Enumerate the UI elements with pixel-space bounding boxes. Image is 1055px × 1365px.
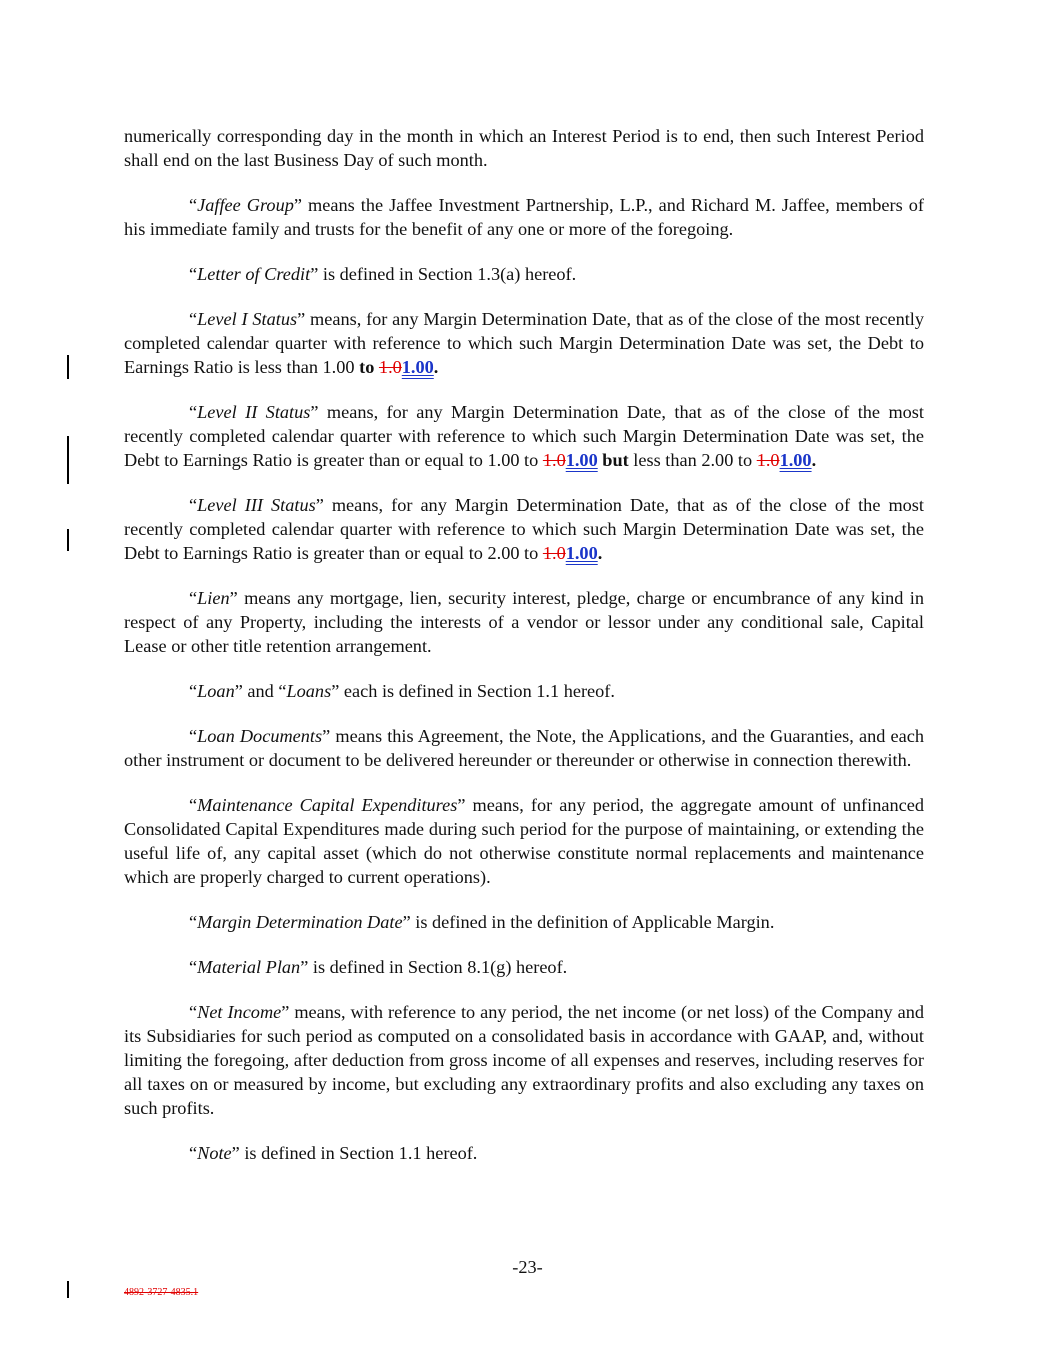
document-id: 4892-3727-4835.1 [124, 1287, 199, 1298]
defined-term: Net Income [197, 1002, 282, 1022]
definition-margin-determination-date: “Margin Determination Date” is defined in the definition of Applicable Margin. [189, 912, 775, 932]
definition-loan-documents: “Loan Documents” means this Agreement, the Note, the Applications, and the Guaranties, and each other instrument or document to be delivered hereunder or thereunder or otherwise in connection therewith. [124, 726, 924, 770]
definition-material-plan: “Material Plan” is defined in Section 8.1(g) hereof. [189, 957, 568, 977]
defined-term: Letter of Credit [197, 264, 311, 284]
defined-term: Loans [286, 681, 332, 701]
defined-term: Note [197, 1143, 232, 1163]
change-bar [67, 1281, 69, 1298]
defined-term: Lien [197, 588, 230, 608]
defined-term: Loan Documents [197, 726, 323, 746]
defined-term: Level III Status [197, 495, 316, 515]
defined-term: Level I Status [197, 309, 298, 329]
document-body [124, 124, 924, 1186]
inserted-text: 1.00 [401, 357, 434, 377]
definition-note: “Note” is defined in Section 1.1 hereof. [189, 1143, 478, 1163]
deleted-text: 1.0 [542, 450, 566, 470]
definition-jaffee-group: “Jaffee Group” means the Jaffee Investment Partnership, L.P., and Richard M. Jaffee, members of his immediate family and trusts for the benefit of any one or more of the foregoing. [124, 195, 924, 239]
page-number: -23- [512, 1257, 543, 1277]
definition-lien: “Lien” means any mortgage, lien, security interest, pledge, charge or encumbrance of any kind in respect of any Property, including the interests of a vendor or lessor under any conditional sale, Capital Lease or other title retention arrangement. [124, 588, 924, 656]
inserted-text: 1.00 [565, 543, 598, 563]
paragraph-interest-period-continued: numerically corresponding day in the month in which an Interest Period is to end, then such Interest Period shall end on the last Business Day of such month. [124, 126, 924, 170]
change-bar [67, 355, 69, 379]
change-bar [67, 529, 69, 551]
definition-net-income: “Net Income” means, with reference to any period, the net income (or net loss) of the Company and its Subsidiaries for such period as computed on a consolidated basis in accordance with GAAP, and, without limiting the foregoing, after deduction from gross income of all expenses and reserves, including reserves for all taxes on or measured by income, but excluding any extraordinary profits and also excluding any taxes on such profits. [124, 1002, 924, 1118]
inserted-text: 1.00 [565, 450, 598, 470]
definition-level-i-status: “Level I Status” means, for any Margin Determination Date, that as of the close of the most recently completed calendar quarter with reference to which such Margin Determination Date was set, the Debt to Earnings Ratio is less than 1.00 to 1.01.00. [124, 307, 924, 379]
deleted-text: 1.0 [378, 357, 402, 377]
definition-letter-of-credit: “Letter of Credit” is defined in Section 1.3(a) hereof. [189, 264, 577, 284]
deleted-text: 1.0 [756, 450, 780, 470]
defined-term: Level II Status [197, 402, 311, 422]
defined-term: Loan [197, 681, 235, 701]
defined-term: Jaffee Group [197, 195, 294, 215]
definition-level-iii-status: “Level III Status” means, for any Margin Determination Date, that as of the close of the most recently completed calendar quarter with reference to which such Margin Determination Date was set, the Debt to Earnings Ratio is greater than or equal to 2.00 to 1.01.00. [124, 493, 924, 565]
defined-term: Margin Determination Date [197, 912, 403, 932]
definition-level-ii-status: “Level II Status” means, for any Margin Determination Date, that as of the close of the most recently completed calendar quarter with reference to which such Margin Determination Date was set, the Debt to Earnings Ratio is greater than or equal to 1.00 to 1.01.00 but less than 2.00 to 1.01.00. [124, 400, 924, 472]
defined-term: Material Plan [197, 957, 301, 977]
definition-loan: “Loan” and “Loans” each is defined in Section 1.1 hereof. [189, 681, 615, 701]
definition-maintenance-capex: “Maintenance Capital Expenditures” means, for any period, the aggregate amount of unfinanced Consolidated Capital Expenditures made during such period for the purpose of maintaining, or extending the useful life of, any capital asset (which do not otherwise constitute normal replacements and maintenance which are properly charged to current operations). [124, 795, 924, 887]
defined-term: Maintenance Capital Expenditures [197, 795, 458, 815]
inserted-text: 1.00 [779, 450, 812, 470]
deleted-text: 1.0 [542, 543, 566, 563]
change-bar [67, 436, 69, 484]
